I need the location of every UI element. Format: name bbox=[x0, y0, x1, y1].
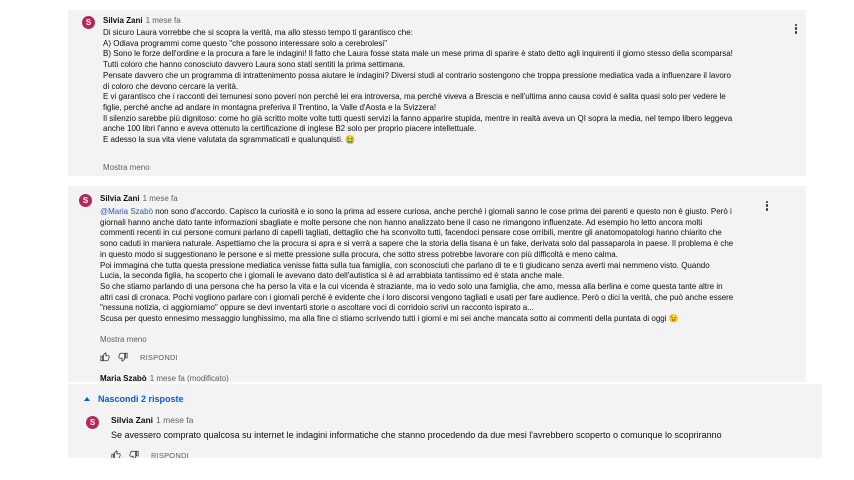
hide-replies-toggle[interactable] bbox=[84, 394, 184, 404]
comment-line: commenti recenti in cui persone comuni parlano di capelli tagliati, dettaglio che ha sconvolto tutti, facendoci pensare cose orribili, mentre gli anatomopatologi hanno chiarito che bbox=[100, 228, 722, 238]
comment-header bbox=[100, 194, 178, 203]
comment-line: Scusa per questo ennesimo messaggio lunghissimo, ma alla fine ci stiamo scrivendo tutti i giorni e mi sei anche mancata sotto ai commenti della puntata di oggi 😉 bbox=[100, 314, 679, 324]
comment-line: figlie, perché anche ad andare in montagna preferiva il Trentino, la Valle d'Aosta e la Svizzera! bbox=[103, 102, 437, 112]
comment-line: Di sicuro Laura vorrebbe che si scopra la verità, ma allo stesso tempo ti garantisco che: bbox=[103, 28, 413, 37]
thumbs-up-icon[interactable] bbox=[111, 450, 121, 458]
chevron-up-icon bbox=[84, 397, 90, 401]
comment-line bbox=[100, 207, 790, 218]
comment-line: "nessuna notizia, ci aggiorniamo" oppure se devi inventarti storie o ascoltare voci di corridoio scrivi un racconto ispirato a... bbox=[100, 303, 534, 313]
reply-text: Se avessero comprato qualcosa su internet le indagini informatiche che stanno procedendo da due mesi l'avrebbero scoperto o comunque lo scopriranno bbox=[111, 430, 722, 440]
avatar[interactable]: S bbox=[86, 416, 99, 429]
reply-actions bbox=[111, 450, 189, 458]
comment-line: altri casi di cronaca. Pochi vogliono parlare con i giornali perché è evidente che i loro discorsi vengono tagliati e usati per fare audience. Però o dici la verità, che può anche essere bbox=[100, 292, 734, 302]
comment-time[interactable]: 1 mese fa (modificato) bbox=[149, 374, 229, 382]
user-mention-link[interactable]: @Maria Szabò bbox=[100, 207, 154, 216]
next-comment-header bbox=[100, 374, 229, 382]
comment-line: di coloro che devono cercare la verità. bbox=[103, 81, 239, 91]
comment-author[interactable]: Maria Szabò bbox=[100, 374, 147, 382]
reply-button[interactable]: RISPONDI bbox=[151, 450, 189, 458]
comment-time[interactable]: 1 mese fa bbox=[142, 194, 178, 203]
thumbs-up-icon[interactable] bbox=[100, 352, 110, 362]
thumbs-down-icon[interactable] bbox=[129, 450, 139, 458]
comment-line: E adesso la sua vita viene valutata da sgrammaticati e qualunquisti. 🤮 bbox=[103, 135, 356, 145]
comment-time[interactable]: 1 mese fa bbox=[145, 16, 181, 25]
comment-line: Il silenzio sarebbe più dignitoso: come ho già scritto molte volte tutti questi servizi la fanno apparire stupida, mentre in realtà aveva un QI sopra la media, nel tempo libero leggeva bbox=[103, 113, 733, 123]
comment-line: Pensate davvero che un programma di intrattenimento possa aiutare le indagini? Diversi studi al contrario sostengono che troppa pressione mediatica vada a influenzare il lavoro bbox=[103, 70, 731, 80]
comment-text bbox=[103, 28, 803, 146]
comment-line: Poi immagina che tutta questa pressione mediatica venisse fatta sulla tua famiglia, con sconosciuti che parlano di te e ti giudicano senza averti mai nemmeno visto. Quando bbox=[100, 260, 710, 270]
show-less-link[interactable]: Mostra meno bbox=[100, 335, 147, 344]
comment-card bbox=[68, 10, 806, 176]
comment-line: Lucia, la seconda figlia, ha scoperto che i giornali le avevano dato dell'autistica si è ad arrabbiata tantissimo ed è stata anche male. bbox=[100, 271, 565, 281]
replies-section bbox=[68, 384, 822, 458]
comment-time[interactable]: 1 mese fa bbox=[156, 415, 194, 425]
reply-header bbox=[111, 415, 193, 425]
comment-line: E vi garantisco che i racconti dei temunesi sono poveri non perché lei era introversa, ma perché viveva a Brescia e nell'ultima anno causa covid è salita quasi solo per vedere le bbox=[103, 92, 726, 102]
comment-card bbox=[68, 186, 806, 382]
comment-author[interactable]: Silvia Zani bbox=[103, 16, 143, 25]
comment-header bbox=[103, 16, 181, 25]
hide-replies-label: Nascondi 2 risposte bbox=[98, 394, 184, 404]
avatar[interactable]: S bbox=[79, 194, 92, 207]
avatar[interactable]: S bbox=[82, 16, 95, 29]
comment-actions bbox=[100, 352, 178, 362]
comment-line: anche 100 libri l'anno e aveva ottenuto la certificazione di inglese B2 solo per proprio piacere intellettuale. bbox=[103, 124, 477, 134]
comment-text bbox=[100, 207, 790, 325]
comment-line: So che stiamo parlando di una persona che ha perso la vita e la cui vicenda è straziante, ma io vedo solo una famiglia, che amo, messa alla berlina e come questa tante altre in bbox=[100, 281, 723, 291]
comment-line: Tutti coloro che hanno conosciuto davvero Laura sono stati sentiti la prima settimana. bbox=[103, 60, 406, 70]
comment-line: in questo modo si suggestionano le persone e si mette pressione sulla procura, che sotto stress potrebbe lavorare con più difficoltà e meno calma. bbox=[100, 249, 618, 259]
reply-button[interactable]: RISPONDI bbox=[140, 352, 178, 362]
comment-line: B) Sono le forze dell'ordine e la procura a fare le indagini! Il fatto che Laura fosse stata male un mese prima di sparire è stato detto agli inquirenti il giorno stesso della scomparsa! bbox=[103, 49, 733, 59]
comment-author[interactable]: Silvia Zani bbox=[111, 415, 154, 425]
thumbs-down-icon[interactable] bbox=[118, 352, 128, 362]
show-less-link[interactable]: Mostra meno bbox=[103, 163, 150, 172]
comment-line: giornali hanno anche dato tante informazioni sbagliate e molte persone che non hanno analizzato bene il caso ne rimangono influenzate. Ad esempio ho letto ancora molti bbox=[100, 217, 703, 227]
comment-line-text: non sono d'accordo. Capisco la curiosità e io sono la prima ad essere curiosa, anche perché i giornali sanno le cose prima dei parenti e questo non è giusto. Però i bbox=[153, 207, 732, 216]
comment-line: sono caduti in maniera naturale. Aspettiamo che la procura si apra e si verrà a sapere che la storia della tisana è un fake, derivata solo dal passaparola in paese. Il problema è che bbox=[100, 239, 734, 249]
comment-author[interactable]: Silvia Zani bbox=[100, 194, 140, 203]
comment-line: A) Odiava programmi come questo "che possono interessare solo a cerebrolesi" bbox=[103, 38, 388, 48]
